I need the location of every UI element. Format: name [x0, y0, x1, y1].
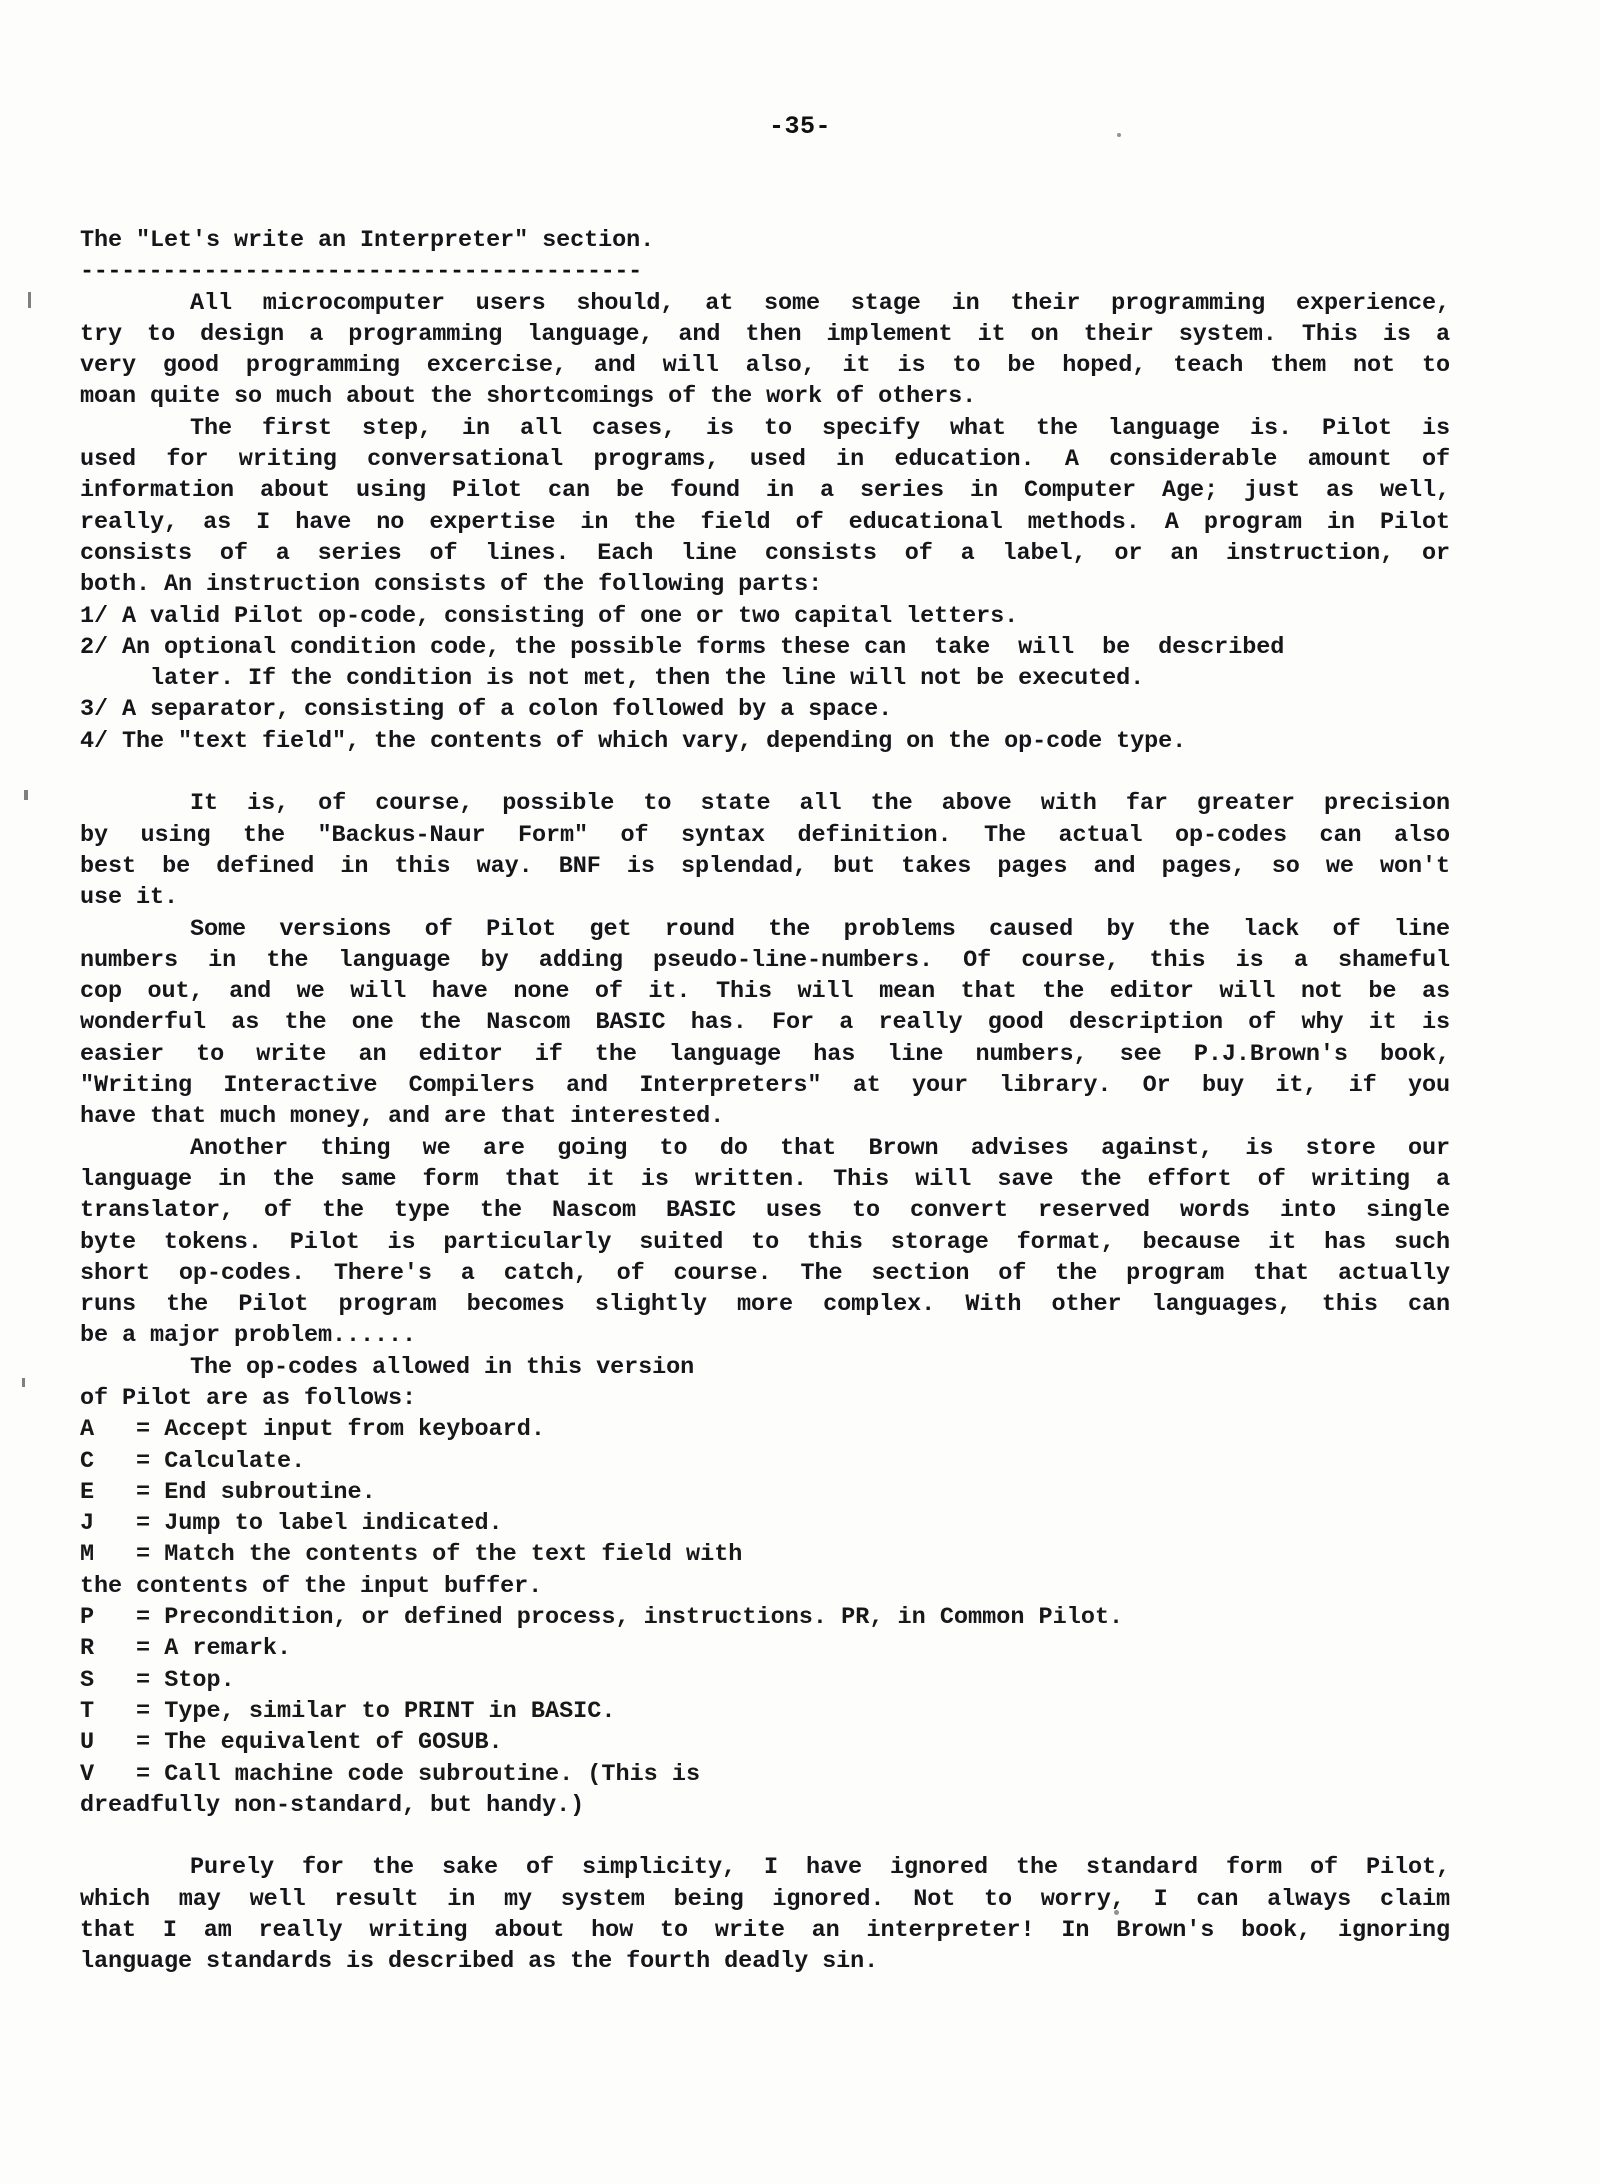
paragraph-line: best be defined in this way. BNF is splendad, but takes pages and pages, so we won't	[80, 852, 1450, 880]
document-body	[80, 225, 1450, 1978]
paragraph-line: try to design a programming language, and then implement it on their system. This is a	[80, 320, 1450, 348]
section-heading: The "Let's write an Interpreter" section.	[80, 227, 655, 254]
list-item: 3/ A separator, consisting of a colon followed by a space.	[80, 696, 893, 724]
paragraph-line: that I am really writing about how to write an interpreter! In Brown's book, ignoring	[80, 1917, 1450, 1945]
opcode-definition: = Precondition, or defined process, instructions. PR, in Common Pilot.	[136, 1604, 1124, 1632]
opcode-continuation: dreadfully non-standard, but handy.)	[80, 1791, 585, 1819]
opcode-row	[80, 1508, 1450, 1539]
opcode-letter: V	[80, 1760, 95, 1788]
opcode-definition: = Jump to label indicated.	[136, 1510, 503, 1538]
opcode-definition: = The equivalent of GOSUB.	[136, 1729, 503, 1757]
opcode-continuation: the contents of the input buffer.	[80, 1572, 543, 1600]
opcode-row	[80, 1477, 1450, 1508]
opcode-definition: = Type, similar to PRINT in BASIC.	[136, 1697, 616, 1725]
paragraph-line: short op-codes. There's a catch, of course. The section of the program that actually	[80, 1259, 1450, 1287]
opcode-definition: = Stop.	[136, 1666, 235, 1694]
opcode-definition: = Call machine code subroutine. (This is	[136, 1760, 701, 1788]
paragraph-line: language standards is described as the fourth deadly sin.	[80, 1948, 879, 1976]
opcode-definition: = Match the contents of the text field with	[136, 1541, 743, 1569]
paragraph-line: cop out, and we will have none of it. This will mean that the editor will not be as	[80, 978, 1450, 1006]
paragraph-line: really, as I have no expertise in the field of educational methods. A program in Pilot	[80, 508, 1450, 536]
paragraph-line: used for writing conversational programs, used in education. A considerable amount of	[80, 446, 1450, 474]
paragraph-line: It is, of course, possible to state all the above with far greater precision	[190, 790, 1450, 818]
scan-tick-bottom	[22, 1378, 25, 1387]
paragraph-line: use it.	[80, 884, 179, 912]
list-item: 2/ An optional condition code, the possible forms these can take will be described	[80, 633, 1285, 661]
heading-rule: -----------------------------------------	[80, 258, 642, 286]
paragraph-line: moan quite so much about the shortcomings of the work of others.	[80, 383, 977, 411]
paragraph-line: Some versions of Pilot get round the problems caused by the lack of line	[190, 915, 1450, 943]
list-item: 4/ The "text field", the contents of which vary, depending on the op-code type.	[80, 727, 1187, 755]
opcode-letter: C	[80, 1447, 95, 1475]
paragraph-line: "Writing Interactive Compilers and Interpreters" at your library. Or buy it, if you	[80, 1072, 1450, 1100]
opcodes-intro-line: The op-codes allowed in this version	[190, 1353, 695, 1381]
opcode-row	[80, 1633, 1450, 1664]
scan-tick-left-lower	[24, 790, 28, 800]
list-item-continuation: later. If the condition is not met, then the line will not be executed.	[80, 665, 1145, 693]
paragraph-line: Purely for the sake of simplicity, I have ignored the standard form of Pilot,	[190, 1854, 1450, 1882]
paragraph-spacer	[80, 1821, 1450, 1852]
opcode-row	[80, 1727, 1450, 1758]
paragraph-line: The first step, in all cases, is to specify what the language is. Pilot is	[190, 414, 1450, 442]
opcode-letter: J	[80, 1510, 95, 1538]
opcode-letter: M	[80, 1541, 95, 1569]
paragraph-line: All microcomputer users should, at some stage in their programming experience,	[190, 289, 1450, 317]
paragraph-line: wonderful as the one the Nascom BASIC has. For a really good description of why it is	[80, 1009, 1450, 1037]
opcodes-intro-line: of Pilot are as follows:	[80, 1384, 417, 1412]
paragraph-line: both. An instruction consists of the following parts:	[80, 571, 823, 599]
list-item: 1/ A valid Pilot op-code, consisting of one or two capital letters.	[80, 602, 1019, 630]
opcode-row	[80, 1446, 1450, 1477]
opcode-row	[80, 1414, 1450, 1445]
opcode-definition: = Accept input from keyboard.	[136, 1416, 545, 1444]
opcode-letter: S	[80, 1666, 95, 1694]
opcode-row	[80, 1759, 1450, 1790]
paragraph-line: consists of a series of lines. Each line consists of a label, or an instruction, or	[80, 539, 1450, 567]
scan-tick-left-upper	[28, 292, 31, 308]
opcode-row	[80, 1539, 1450, 1570]
paragraph-line: easier to write an editor if the language has line numbers, see P.J.Brown's book,	[80, 1040, 1450, 1068]
page-number: -35-	[768, 112, 831, 141]
paragraph-line: information about using Pilot can be found in a series in Computer Age; just as well,	[80, 477, 1450, 505]
opcode-letter: P	[80, 1604, 95, 1632]
opcode-definition: = End subroutine.	[136, 1478, 376, 1506]
opcode-letter: A	[80, 1416, 95, 1444]
paragraph-line: be a major problem......	[80, 1322, 417, 1350]
paragraph-line: Another thing we are going to do that Brown advises against, is store our	[190, 1134, 1450, 1162]
paragraph-line: runs the Pilot program becomes slightly more complex. With other languages, this can	[80, 1291, 1450, 1319]
paragraph-line: have that much money, and are that interested.	[80, 1103, 725, 1131]
opcode-letter: E	[80, 1478, 95, 1506]
paragraph-line: which may well result in my system being ignored. Not to worry, I can always claim	[80, 1885, 1450, 1913]
paragraph-line: very good programming excercise, and will also, it is to be hoped, teach them not to	[80, 352, 1450, 380]
paragraph-line: language in the same form that it is written. This will save the effort of writing a	[80, 1165, 1450, 1193]
opcode-row	[80, 1665, 1450, 1696]
opcode-row	[80, 1696, 1450, 1727]
paragraph-line: numbers in the language by adding pseudo-line-numbers. Of course, this is a shameful	[80, 946, 1450, 974]
opcode-letter: U	[80, 1729, 95, 1757]
scan-speck	[1117, 133, 1121, 137]
opcode-definition: = Calculate.	[136, 1447, 306, 1475]
paragraph-spacer	[80, 757, 1450, 788]
opcode-letter: T	[80, 1697, 95, 1725]
opcode-letter: R	[80, 1635, 95, 1663]
opcode-definition: = A remark.	[136, 1635, 292, 1663]
paragraph-line: by using the "Backus-Naur Form" of syntax definition. The actual op-codes can also	[80, 821, 1450, 849]
opcode-row	[80, 1602, 1450, 1633]
paragraph-line: translator, of the type the Nascom BASIC uses to convert reserved words into single	[80, 1197, 1450, 1225]
paragraph-line: byte tokens. Pilot is particularly suited to this storage format, because it has such	[80, 1228, 1450, 1256]
